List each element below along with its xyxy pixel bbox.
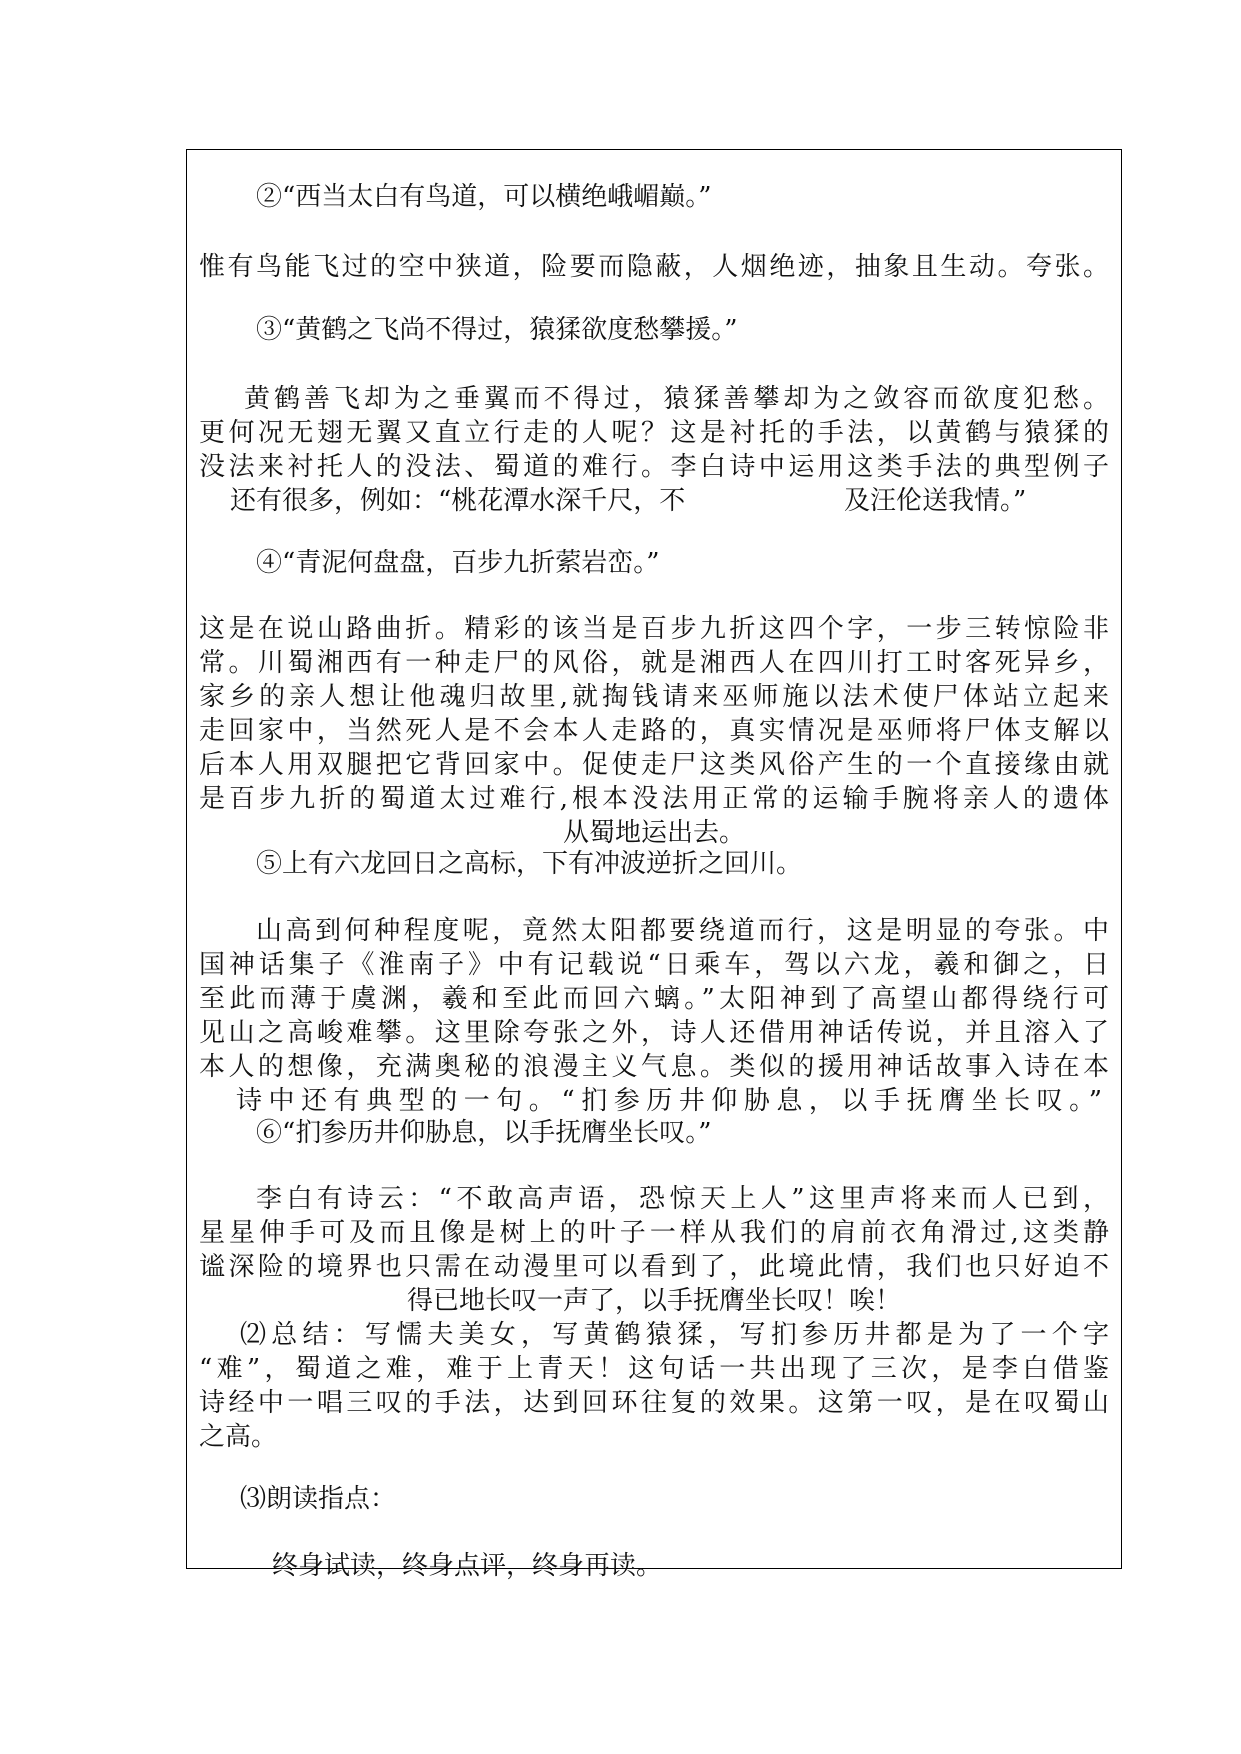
paragraph-line: 从蜀地运出去。	[562, 818, 745, 848]
quote-5: ⑤上有六龙回日之高标，下有冲波逆折之回川。	[256, 849, 803, 879]
quote-4: ④“青泥何盘盘，百步九折萦岩峦。”	[256, 548, 660, 578]
quote-6: ⑥“扪参历井仰胁息，以手抚膺坐长叹。”	[256, 1118, 712, 1148]
paragraph-line: 至此而薄于虞渊，羲和至此而回六螭。”太阳神到了高望山都得绕行可	[199, 984, 1109, 1014]
paragraph-line: 惟有鸟能飞过的空中狭道，险要而隐蔽，人烟绝迹，抽象且生动。夸张。	[199, 252, 1109, 282]
paragraph-line: 及汪伦送我情。”	[844, 486, 1027, 516]
paragraph-line: 李白有诗云：“不敢高声语，恐惊天上人”这里声将来而人已到，	[256, 1184, 1109, 1214]
paragraph-line: 诗中还有典型的一句。“扪参历井仰胁息，以手抚膺坐长叹。”	[236, 1086, 1102, 1116]
paragraph-line: 更何况无翅无翼又直立行走的人呢？这是衬托的手法，以黄鹤与猿猱的	[199, 418, 1109, 448]
reading-guide-heading: ⑶朗读指点：	[240, 1484, 397, 1514]
paragraph-line: 后本人用双腿把它背回家中。促使走尸这类风俗产生的一个直接缘由就	[199, 750, 1109, 780]
reading-guide-text: 终身试读，终身点评，终身再读。	[272, 1551, 663, 1581]
paragraph-line: 谧深险的境界也只需在动漫里可以看到了，此境此情，我们也只好迫不	[199, 1252, 1109, 1282]
paragraph-line: 之高。	[199, 1422, 278, 1452]
paragraph-line: 国神话集子《淮南子》中有记载说“日乘车，驾以六龙，羲和御之，日	[199, 950, 1109, 980]
paragraph-line: 得已地长叹一声了，以手抚膺坐长叹！唉！	[406, 1286, 901, 1316]
quote-3: ③“黄鹤之飞尚不得过，猿猱欲度愁攀援。”	[256, 315, 738, 345]
paragraph-line: 星星伸手可及而且像是树上的叶子一样从我们的肩前衣角滑过,这类静	[199, 1218, 1109, 1248]
paragraph-line: 这是在说山路曲折。精彩的该当是百步九折这四个字，一步三转惊险非	[199, 614, 1109, 644]
summary-heading-line: ⑵总结：写懦夫美女，写黄鹤猿猱，写扪参历井都是为了一个字	[240, 1320, 1109, 1350]
paragraph-line: 黄鹤善飞却为之垂翼而不得过，猿猱善攀却为之敛容而欲度犯愁。	[244, 384, 1109, 414]
paragraph-line: 诗经中一唱三叹的手法，达到回环往复的效果。这第一叹，是在叹蜀山	[199, 1388, 1109, 1418]
quote-2: ②“西当太白有鸟道，可以横绝峨嵋巅。”	[256, 182, 712, 212]
paragraph-line: 还有很多，例如：“桃花潭水深千尺，不	[230, 486, 686, 516]
paragraph-line: 常。川蜀湘西有一种走尸的风俗，就是湘西人在四川打工时客死异乡，	[199, 648, 1109, 678]
paragraph-line: 家乡的亲人想让他魂归故里,就掏钱请来巫师施以法术使尸体站立起来	[199, 682, 1109, 712]
paragraph-line: 见山之高峻难攀。这里除夸张之外，诗人还借用神话传说，并且溶入了	[199, 1018, 1109, 1048]
paragraph-line: 走回家中，当然死人是不会本人走路的，真实情况是巫师将尸体支解以	[199, 716, 1109, 746]
paragraph-line: 本人的想像，充满奥秘的浪漫主义气息。类似的援用神话故事入诗在本	[199, 1052, 1109, 1082]
paragraph-line: 是百步九折的蜀道太过难行,根本没法用正常的运输手腕将亲人的遗体	[199, 784, 1109, 814]
paragraph-line: 没法来衬托人的没法、蜀道的难行。李白诗中运用这类手法的典型例子	[199, 452, 1109, 482]
paragraph-line: 山高到何种程度呢，竟然太阳都要绕道而行，这是明显的夸张。中	[256, 916, 1109, 946]
paragraph-line: “难”，蜀道之难，难于上青天！这句话一共出现了三次，是李白借鉴	[199, 1354, 1109, 1384]
